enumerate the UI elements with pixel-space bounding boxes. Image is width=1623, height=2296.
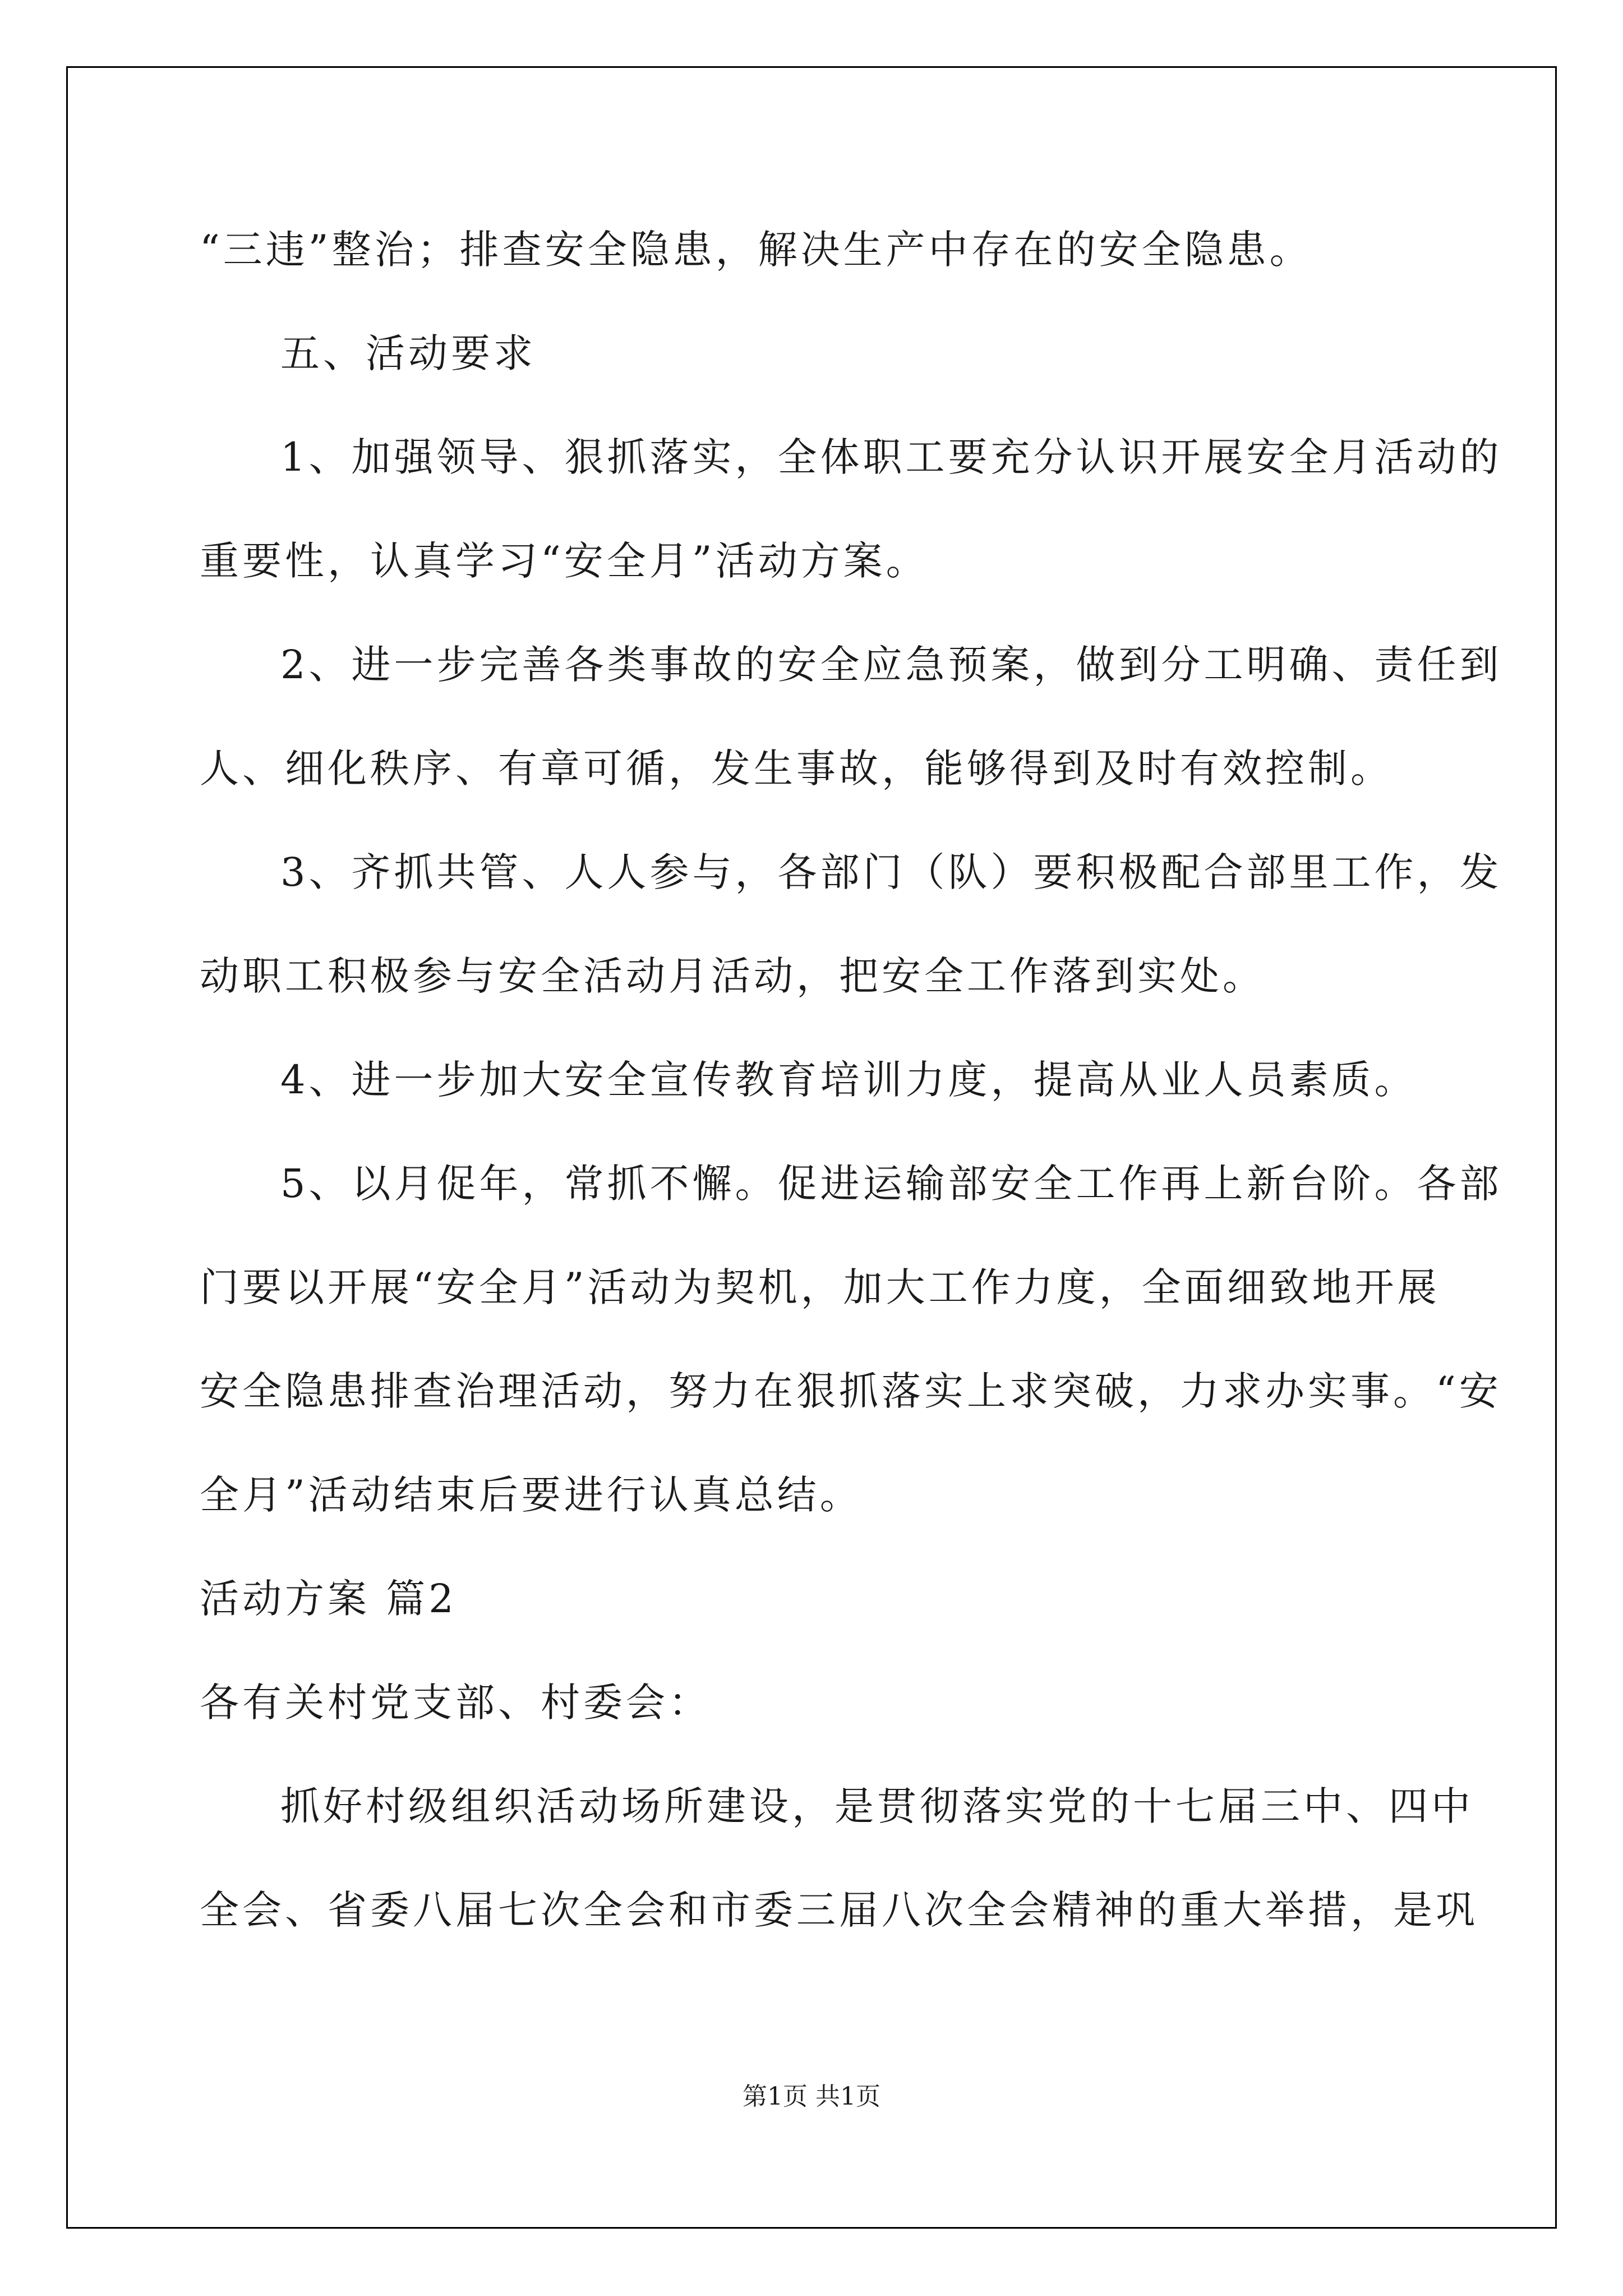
text-line: 1、加强领导、狠抓落实，全体职工要充分认识开展安全月活动的 [280,434,1502,480]
text-line: 动职工积极参与安全活动月活动，把安全工作落到实处。 [200,953,1265,999]
text-line: 抓好村级组织活动场所建设，是贯彻落实党的十七届三中、四中 [280,1783,1474,1829]
article-title: 活动方案 篇2 [200,1576,457,1622]
text-line: 全月”活动结束后要进行认真总结。 [200,1472,863,1518]
text-line: 全会、省委八届七次全会和市委三届八次全会精神的重大举措，是巩 [200,1887,1478,1933]
page-footer: 第1页 共1页 [743,2082,880,2111]
text-line: “三违”整治；排查安全隐患，解决生产中存在的安全隐患。 [200,227,1312,273]
text-line: 2、进一步完善各类事故的安全应急预案，做到分工明确、责任到 [280,642,1502,688]
salutation: 各有关村党支部、村委会： [200,1680,711,1726]
text-line: 人、细化秩序、有章可循，发生事故，能够得到及时有效控制。 [200,746,1393,792]
section-heading: 五、活动要求 [280,330,536,376]
text-line: 3、齐抓共管、人人参与，各部门（队）要积极配合部里工作，发 [280,849,1502,895]
text-line: 安全隐患排查治理活动，努力在狠抓落实上求突破，力求办实事。“安 [200,1368,1502,1414]
text-line: 重要性，认真学习“安全月”活动方案。 [200,538,929,584]
text-line: 门要以开展“安全月”活动为契机，加大工作力度，全面细致地开展 [200,1264,1440,1310]
text-line: 4、进一步加大安全宣传教育培训力度，提高从业人员素质。 [280,1057,1417,1103]
text-line: 5、以月促年，常抓不懈。促进运输部安全工作再上新台阶。各部 [280,1161,1502,1207]
